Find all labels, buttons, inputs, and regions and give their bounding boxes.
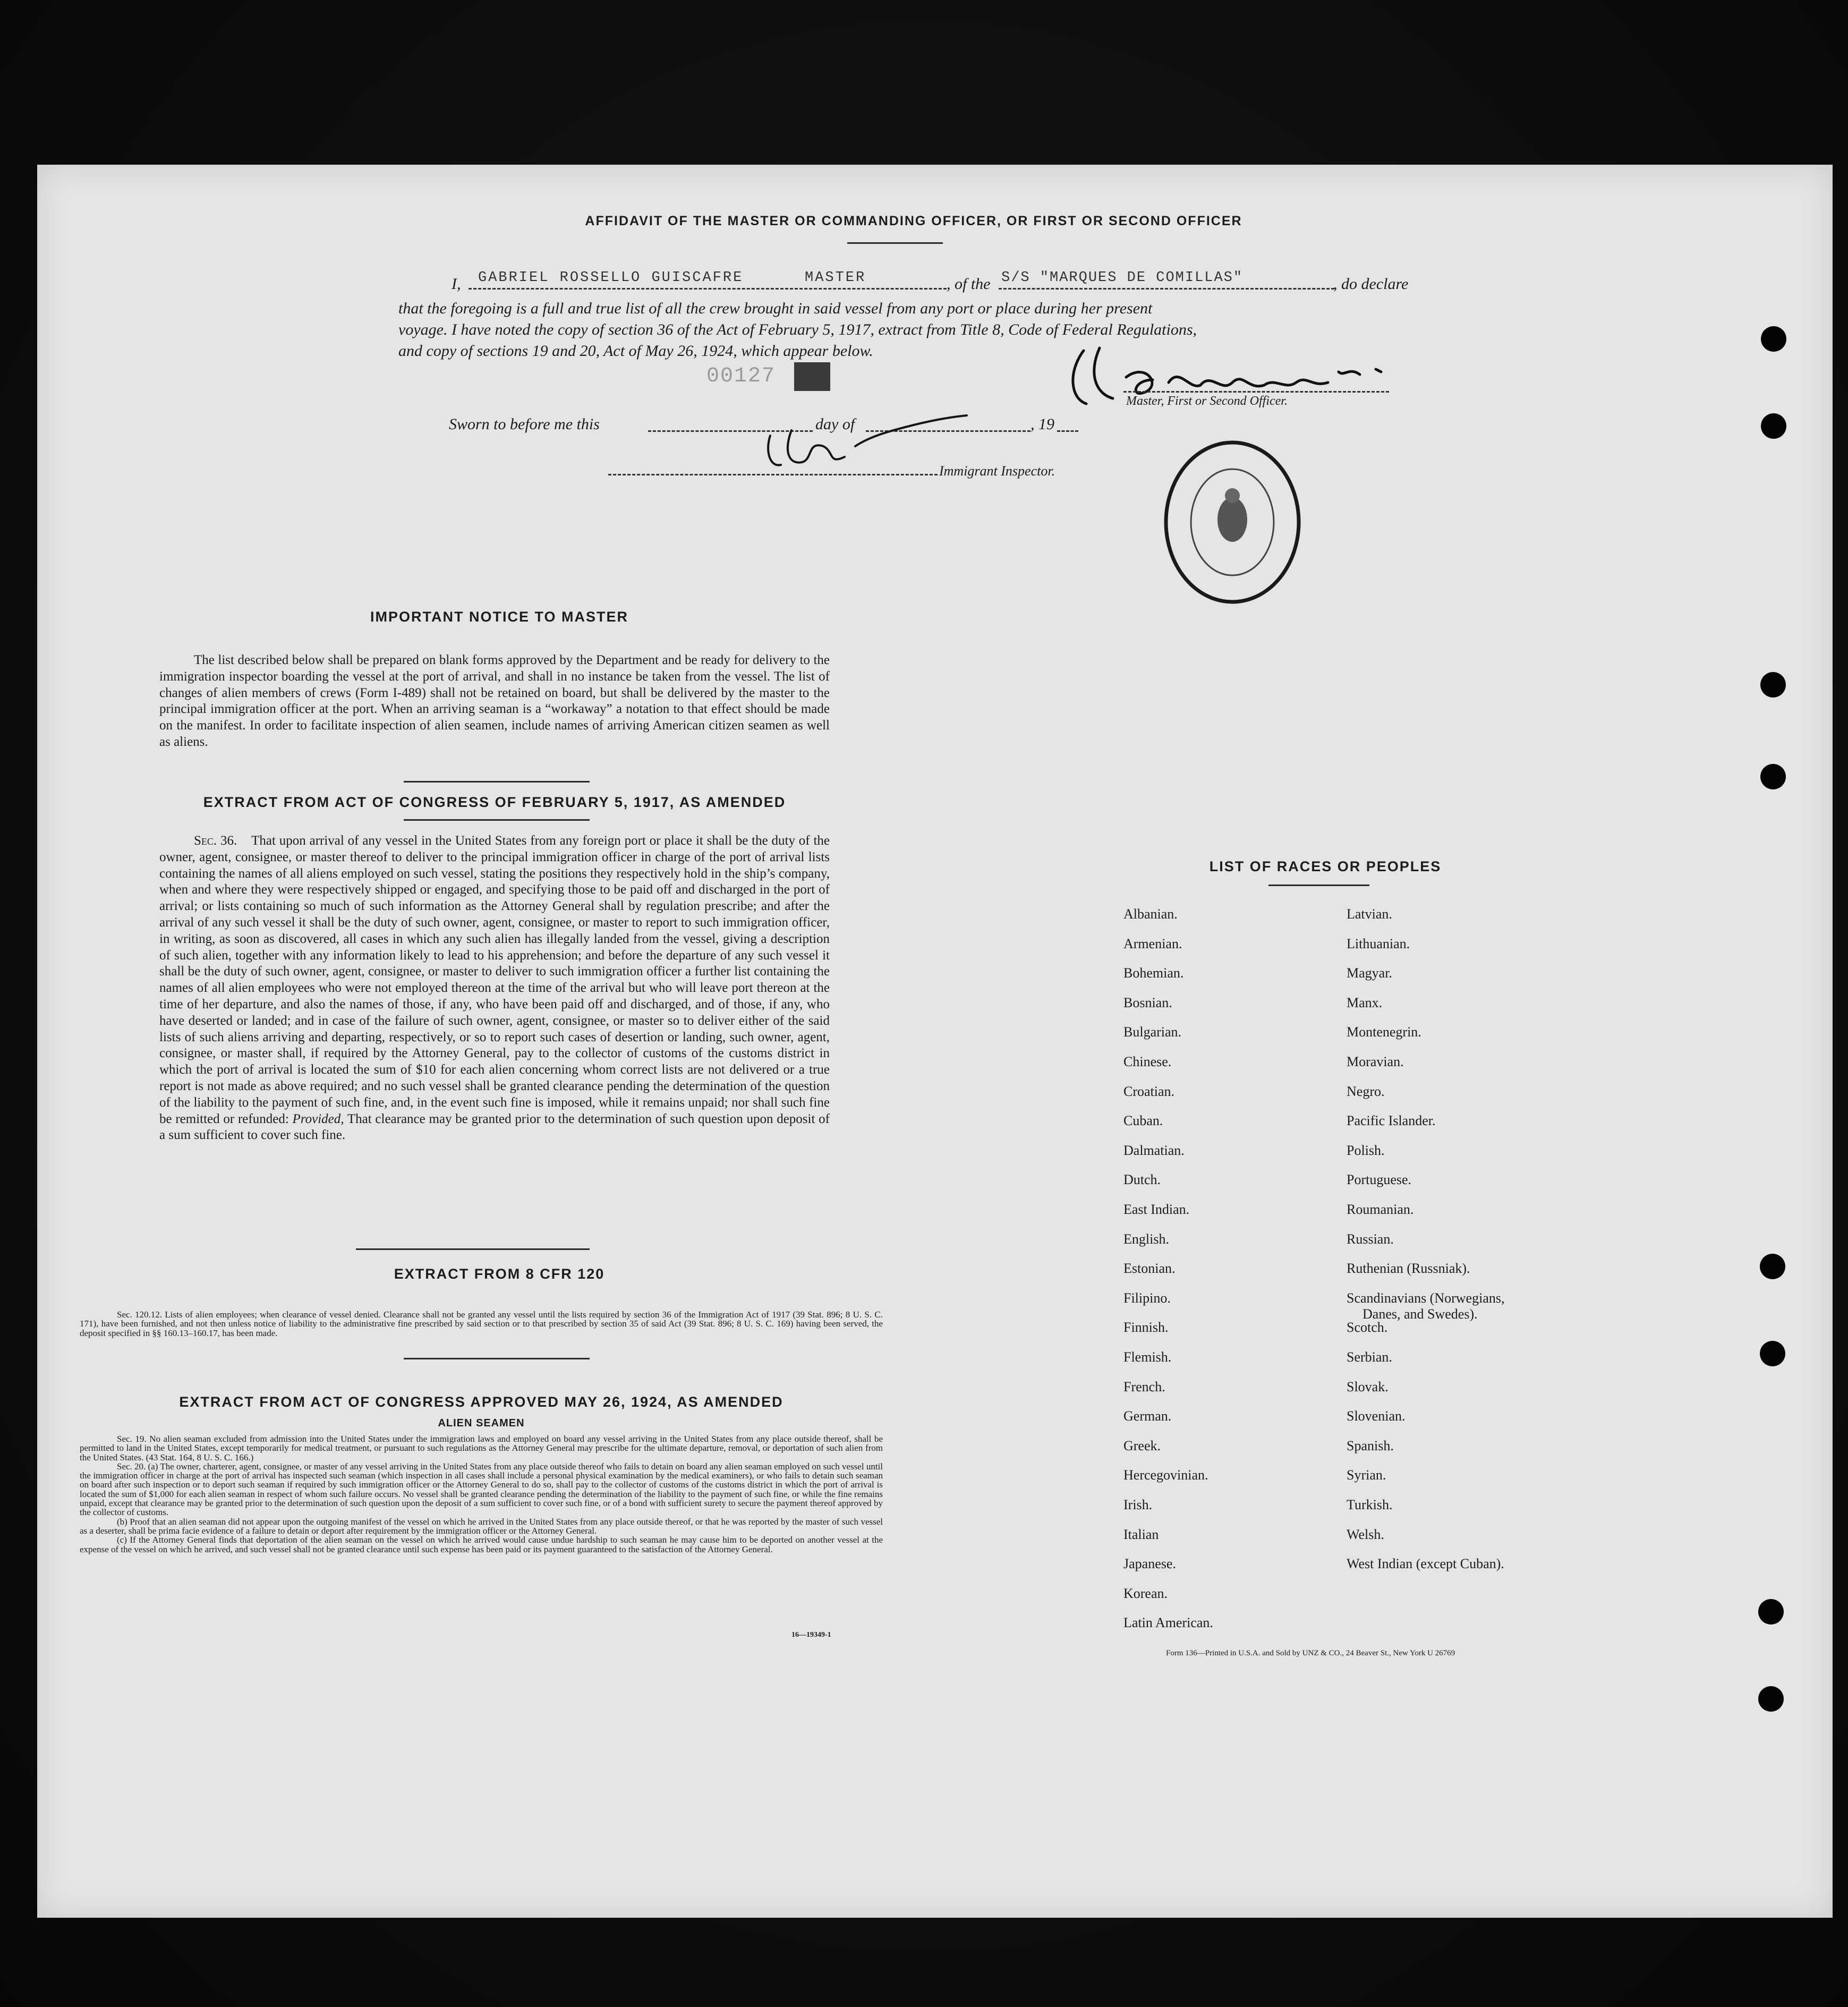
affidavit-line-2: that the foregoing is a full and true list of all the crew brought in said vessel from any port or place during her present [398, 300, 1153, 317]
section-36-text [159, 833, 830, 1144]
printer-footer: Form 136—Printed in U.S.A. and Sold by UNZ & CO., 24 Beaver St., New York U 26769 [1166, 1649, 1455, 1657]
extract-1924-title: EXTRACT FROM ACT OF CONGRESS APPROVED MAY 26, 1924, AS AMENDED [179, 1394, 784, 1410]
master-signature [1062, 340, 1440, 425]
master-name-field: GABRIEL ROSSELLO GUISCAFRE [478, 270, 744, 286]
race-right-item: Portuguese. [1347, 1172, 1412, 1187]
form-code: 16—19349-1 [791, 1631, 831, 1639]
punch-hole [1760, 1341, 1785, 1366]
vessel-line [999, 288, 1334, 290]
notice-body: The list described below shall be prepared on blank forms approved by the Department and be ready for delivery to the immigration inspector boarding the vessel at the port of arrival, and shall in no instance be taken from the vessel. The list of changes of alien members of crews (Form I-489) shall not be retained on board, but shall be delivered by the master to the principal immigration officer at the port. When an arriving seaman is a “workaway” a notation to that effect should be made on the manifest. In order to facilitate inspection of alien seamen, include names of arriving American citizen seamen as well as aliens. [159, 653, 830, 749]
company-seal [1158, 435, 1307, 610]
sworn-text: Sworn to before me this [449, 415, 600, 433]
extract-1924-subtitle: ALIEN SEAMEN [438, 1417, 525, 1429]
sworn-year: , 19 [1031, 415, 1054, 433]
race-right-item: Negro. [1347, 1084, 1385, 1099]
race-left-item: Bohemian. [1123, 965, 1184, 981]
race-left-item: East Indian. [1123, 1202, 1190, 1217]
race-right-item: Manx. [1347, 995, 1383, 1010]
race-right-item: Ruthenian (Russniak). [1347, 1261, 1470, 1276]
punch-hole [1760, 1254, 1785, 1279]
race-right-item: Lithuanian. [1347, 936, 1410, 951]
race-right-item: Scandinavians (Norwegians, [1347, 1290, 1505, 1306]
race-right-item: Danes, and Swedes). [1362, 1306, 1478, 1322]
notice-title: IMPORTANT NOTICE TO MASTER [370, 609, 628, 625]
race-right-item: Russian. [1347, 1231, 1394, 1247]
section-36-label: Sec. 36. [194, 834, 237, 848]
race-right-item: Slovak. [1347, 1379, 1389, 1394]
race-left-item: Hercegovinian. [1123, 1467, 1208, 1483]
race-left-item: French. [1123, 1379, 1165, 1394]
race-left-item: Armenian. [1123, 936, 1182, 951]
divider [847, 242, 943, 244]
race-right-item: Magyar. [1347, 965, 1392, 981]
race-right-item: Pacific Islander. [1347, 1113, 1436, 1128]
race-left-item: Bosnian. [1123, 995, 1172, 1010]
vessel-name-field: S/S "MARQUES DE COMILLAS" [1001, 270, 1244, 286]
section-36-body: That upon arrival of any vessel in the United States from any foreign port or place it shall be the duty of the owner, agent, consignee, or master thereof to deliver to the principal immigration officer in charge of the port of arrival lists containing the names of all aliens employed on such vessel, stating the positions they respectively hold in the ship’s company, when and where they were respectively shipped or engaged, and specifying those to be paid off and discharged in the port of arrival; or lists containing so much of such information as the Attorney General shall by regulation prescribe; and after the arrival of any such vessel it shall be the duty of such owner, agent, consignee, or master to report to such immigration officer, in writing, as soon as discovered, all cases in which any such alien has illegally landed from the vessel, giving a description of such alien, together with any information likely to lead to his apprehension; and before the departure of any such vessel it shall be the duty of such owner, agent, consignee, or master to deliver to such immigration officer a further list containing the names of all alien employees who were not employed thereon at the time of the arrival but who will leave port thereon at the time of her departure, and also the names of those, if any, who have been paid off and discharged, and of those, if any, who have deserted or landed; and in case of the failure of such owner, agent, consignee, or master so to deliver either of the said lists of such aliens arriving and departing, respectively, or so to report such cases of desertion or landing, such owner, agent, consignee, or master shall, if required by the Attorney General, pay to the collector of customs of the customs district in which the port of arrival is located the sum of $10 for each alien concerning whom correct lists are not delivered or a true report is not made as above required; and no such vessel shall be granted clearance pending the determination of the question of the liability to the payment of such fine, and, in the event such fine is imposed, while it remains unpaid; nor shall such fine be remitted or refunded: [159, 834, 830, 1126]
race-right-item: Syrian. [1347, 1467, 1386, 1483]
race-left-item: Croatian. [1123, 1084, 1175, 1099]
affidavit-of-the: , of the [947, 275, 991, 293]
race-left-item: Chinese. [1123, 1054, 1172, 1069]
inspector-signature-line [608, 474, 938, 475]
races-title: LIST OF RACES OR PEOPLES [1209, 858, 1442, 874]
race-right-item: Scotch. [1347, 1320, 1388, 1335]
divider [404, 819, 590, 821]
punch-hole [1761, 326, 1786, 352]
punch-hole [1760, 764, 1786, 789]
punch-hole [1760, 672, 1786, 698]
master-rank-field: MASTER [805, 270, 866, 286]
stamp-number: 00127 [706, 364, 776, 388]
race-left-item: Bulgarian. [1123, 1024, 1182, 1040]
race-right-item: Moravian. [1347, 1054, 1404, 1069]
race-right-item: Welsh. [1347, 1527, 1384, 1542]
affidavit-line-4: and copy of sections 19 and 20, Act of May 26, 1924, which appear below. [398, 342, 873, 360]
race-left-item: Finnish. [1123, 1320, 1169, 1335]
sworn-day-of: day of [815, 415, 855, 433]
race-left-item: Irish. [1123, 1497, 1153, 1512]
race-right-item: Serbian. [1347, 1349, 1392, 1365]
punch-hole [1761, 413, 1786, 439]
punch-hole [1758, 1599, 1784, 1625]
race-right-item: Latvian. [1347, 906, 1392, 922]
cfr-body: Sec. 120.12. Lists of alien employees; when clearance of vessel denied. Clearance shall not be granted any vessel until the lists required by section 36 of the Immigration Act of 1917 (39 Stat. 896; 8 U. S. C. 171), have been furnished, and not then unless notice of liability to the administrative fine prescribed by said section or to that prescribed by section 35 of said Act (39 Stat. 896; 8 U. S. C. 169) having been served, the deposit specified in §§ 160.13–160.17, has been made. [80, 1309, 883, 1338]
race-right-item: West Indian (except Cuban). [1347, 1556, 1504, 1571]
cfr-title: EXTRACT FROM 8 CFR 120 [394, 1266, 605, 1282]
section-20c-text: (c) If the Attorney General finds that deportation of the alien seaman on the vessel on which he arrived would cause undue hardship to such seaman he may cause him to be deported on another vessel at the expense of the vessel on which he arrived, and such vessel shall not be granted clearance until such expense has been paid or its payment guaranteed to the satisfaction of the Attorney General. [80, 1535, 883, 1554]
divider [1268, 885, 1369, 886]
extract-1917-title: EXTRACT FROM ACT OF CONGRESS OF FEBRUARY 5, 1917, AS AMENDED [203, 794, 786, 810]
race-left-item: Estonian. [1123, 1261, 1176, 1276]
master-caption: Master, First or Second Officer. [1126, 394, 1288, 408]
race-left-item: Flemish. [1123, 1349, 1172, 1365]
race-right-item: Slovenian. [1347, 1408, 1406, 1424]
affidavit-title: AFFIDAVIT OF THE MASTER OR COMMANDING OFFICER, OR FIRST OR SECOND OFFICER [585, 214, 1242, 228]
inspector-caption: Immigrant Inspector. [939, 463, 1055, 479]
punch-hole [1758, 1686, 1784, 1712]
affidavit-line-3: voyage. I have noted the copy of section 36 of the Act of February 5, 1917, extract from Title 8, Code of Federal Regulations, [398, 321, 1197, 338]
race-left-item: Italian [1123, 1527, 1159, 1542]
race-right-item: Roumanian. [1347, 1202, 1414, 1217]
race-left-item: Cuban. [1123, 1113, 1163, 1128]
section-20a-text: Sec. 20. (a) The owner, charterer, agent, consignee, or master of any vessel arriving in the United States from any place outside thereof who fails to detain on board any alien seaman employed on such vessel until the immigration officer in charge at the port of arrival has inspected such seaman (which inspection in all cases shall include a personal physical examination by the medical examiners), or who fails to detain such seaman on board after such inspection or to deport such seaman if required by such immigration officer or the Attorney General to do so, shall pay to the collector of customs of the customs district in which the port of arrival is located the sum of $1,000 for each alien seaman in respect of whom such failure occurs. No vessel shall be granted clearance pending the determination of the liability to the payment of such fine, or while the fine remains unpaid, except that clearance may be granted prior to the determination of such question upon the deposit of a sum sufficient to cover such fine, or of a bond with sufficient surety to secure the payment thereof approved by the collector of customs. [80, 1461, 883, 1518]
extract-1924-body [80, 1434, 883, 1554]
race-left-item: English. [1123, 1231, 1169, 1247]
section-36-body-end: That clearance may be granted prior to the determination of such question upon deposit of a sum sufficient to cover such fine. [159, 1111, 830, 1143]
master-name-line [469, 288, 947, 290]
ink-blot [794, 362, 830, 391]
race-right-item: Spanish. [1347, 1438, 1394, 1453]
section-19-text: Sec. 19. No alien seaman excluded from admission into the United States under the immigration laws and employed on board any vessel arriving in the United States from any place outside thereof, shall be permitted to land in the United States, except temporarily for medical treatment, or pursuant to such regulations as the Attorney General may prescribe for the ultimate departure, removal, or deportation of such alien from the United States. (43 Stat. 164, 8 U. S. C. 166.) [80, 1434, 883, 1462]
section-20b-text: (b) Proof that an alien seaman did not appear upon the outgoing manifest of the vessel on which he arrived in the United States from any place outside thereof, or that he was reported by the master of such vessel as a deserter, shall be prima facie evidence of a failure to detain or deport after requirement by the immigration officer or the Attorney General. [80, 1516, 883, 1536]
race-left-item: Dutch. [1123, 1172, 1161, 1187]
sworn-year-line [1057, 430, 1078, 432]
race-left-item: German. [1123, 1408, 1172, 1424]
affidavit-i: I, [452, 275, 461, 293]
section-36-provided: Provided, [292, 1111, 344, 1126]
divider [356, 1248, 590, 1250]
race-right-item: Polish. [1347, 1143, 1385, 1158]
divider [404, 1358, 590, 1359]
race-left-item: Filipino. [1123, 1290, 1171, 1306]
affidavit-do-declare: , do declare [1333, 275, 1409, 293]
race-right-item: Montenegrin. [1347, 1024, 1421, 1040]
race-left-item: Japanese. [1123, 1556, 1176, 1571]
divider [404, 781, 590, 783]
document-page [37, 165, 1833, 1918]
race-left-item: Greek. [1123, 1438, 1161, 1453]
master-signature-line [1123, 391, 1389, 393]
race-right-item: Turkish. [1347, 1497, 1393, 1512]
race-left-item: Albanian. [1123, 906, 1178, 922]
race-left-item: Korean. [1123, 1586, 1168, 1601]
race-left-item: Dalmatian. [1123, 1143, 1185, 1158]
race-left-item: Latin American. [1123, 1615, 1213, 1630]
